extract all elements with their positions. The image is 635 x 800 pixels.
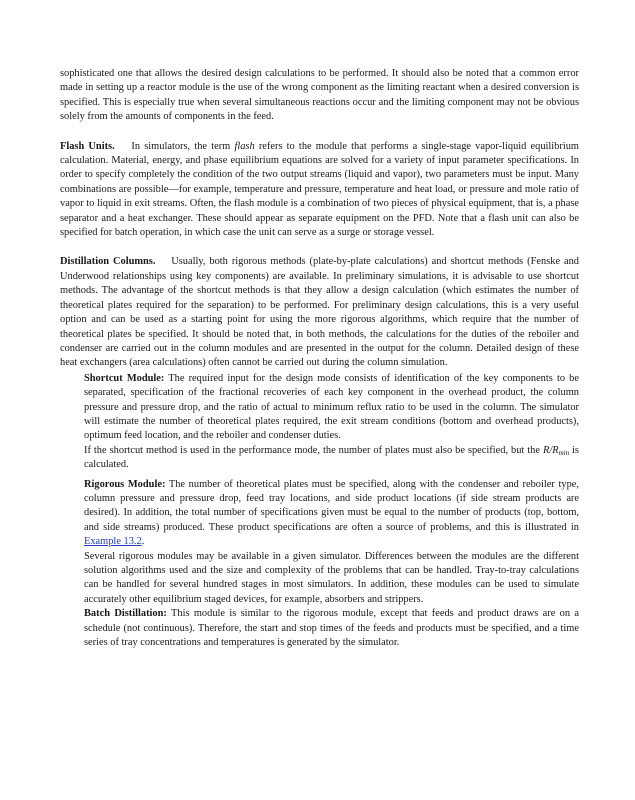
rigorous-module-text: The number of theoretical plates must be specified, along with the condenser and reboiler type, column pressure and pressure drop, feed tray locations, and side product locations (if side stream products are desired). In addition, the total number of specifications given must be equal to the number of products (top, bottom, and side streams) produced. These product specifications are often a source of problems, and this is illustrated in: [84, 478, 579, 533]
shortcut-performance-text: If the shortcut method is used in the performance mode, the number of plates must also be specified, but the: [84, 444, 540, 456]
batch-distillation-paragraph: [84, 607, 579, 650]
rigorous-module-heading: Rigorous Module:: [84, 478, 166, 490]
rigorous-more-paragraph: Several rigorous modules may be available in a given simulator. Differences between the modules are the different solution algorithms used and the size and complexity of the problems that can be handled. Tray-to-tray calculations can be handled for several hundred stages in most simulators. In addition, these modules can be used to simulate accurately other equilibrium staged devices, for example, absorbers and strippers.: [84, 550, 579, 605]
reflux-ratio-subscript: min: [558, 448, 570, 457]
shortcut-performance-tail: is calculated.: [84, 444, 579, 471]
reflux-ratio: [543, 445, 569, 456]
batch-distillation-text: This module is similar to the rigorous module, except that feeds and product draws are on a schedule (not continuous). Therefore, the start and stop times of the feeds and products must be specified, and a time series of tray concentrations and temperatures is generated by the simulator.: [84, 608, 579, 649]
flash-units-text-pre: In simulators, the term: [131, 140, 231, 152]
distillation-paragraph: [60, 255, 579, 370]
flash-term: flash: [234, 140, 255, 152]
reflux-ratio-main: R/R: [542, 444, 559, 456]
flash-units-text: refers to the module that performs a single-stage vapor-liquid equilibrium calculation. Material, energy, and phase equilibrium equations are solved for a variety of input parameter specifications. In order to specify completely the condition of the two output streams (liquid and vapor), two parameters must be input. Many combinations are possible—for example, temperature and pressure, temperature and heat load, or pressure and mole ratio of vapor to liquid in exit streams. Often, the flash module is a combination of two pieces of physical equipment, that is, a phase separator and a heat exchanger. These should appear as separate equipment on the PFD. Note that a flash unit can also be specified for batch operation, in which case the unit can serve as a surge or storage vessel.: [60, 140, 580, 239]
distillation-heading: Distillation Columns.: [60, 256, 156, 268]
shortcut-module-heading: Shortcut Module:: [84, 372, 165, 384]
flash-units-paragraph: [60, 140, 579, 241]
distillation-text: Usually, both rigorous methods (plate-by-plate calculations) and shortcut methods (Fenske and Underwood relationships using key components) are available. In preliminary simulations, it is advisable to use shortcut methods. The advantage of the shortcut methods is that they allow a design calculation (which estimates the number of theoretical plates required for the separation) to be performed. For preliminary design calculations, this is a very useful option and can be used as a starting point for using the more rigorous algorithms, which require that the number of theoretical plates be specified. It should be noted that, in both methods, the calculations for the duties of the reboiler and condenser are carried out in the column modules and are presented in the output for the column. Detailed design of these heat exchangers (area calculations) often cannot be carried out during the column simulation.: [60, 256, 580, 369]
batch-distillation-heading: Batch Distillation:: [84, 608, 167, 620]
example-13-2-link[interactable]: Example 13.2: [84, 536, 142, 548]
rigorous-module-paragraph: [84, 478, 579, 550]
intro-paragraph: sophisticated one that allows the desired design calculations to be performed. It should also be noted that a common error made in setting up a reactor module is the use of the wrong component as the limiting reactant when a desired conversion is specified. This is especially true when several simultaneous reactions occur and the limiting component may not be obvious solely from the amounts of components in the feed.: [60, 68, 579, 123]
flash-units-heading: Flash Units.: [60, 140, 115, 152]
text-column: [60, 67, 579, 650]
shortcut-module-paragraph: [84, 372, 579, 444]
shortcut-module-text: The required input for the design mode consists of identification of the key components to be separated, specification of the fractional recoveries of each key component in the overhead product, the column pressure and pressure drop, and the ratio of actual to minimum reflux ratio to be used in the column. The simulator will estimate the number of theoretical plates required, the exit stream conditions (bottom and overhead products), optimum feed location, and the reboiler and condenser duties.: [84, 372, 579, 442]
rigorous-module-end: .: [141, 536, 145, 548]
shortcut-performance-paragraph: [84, 444, 579, 473]
